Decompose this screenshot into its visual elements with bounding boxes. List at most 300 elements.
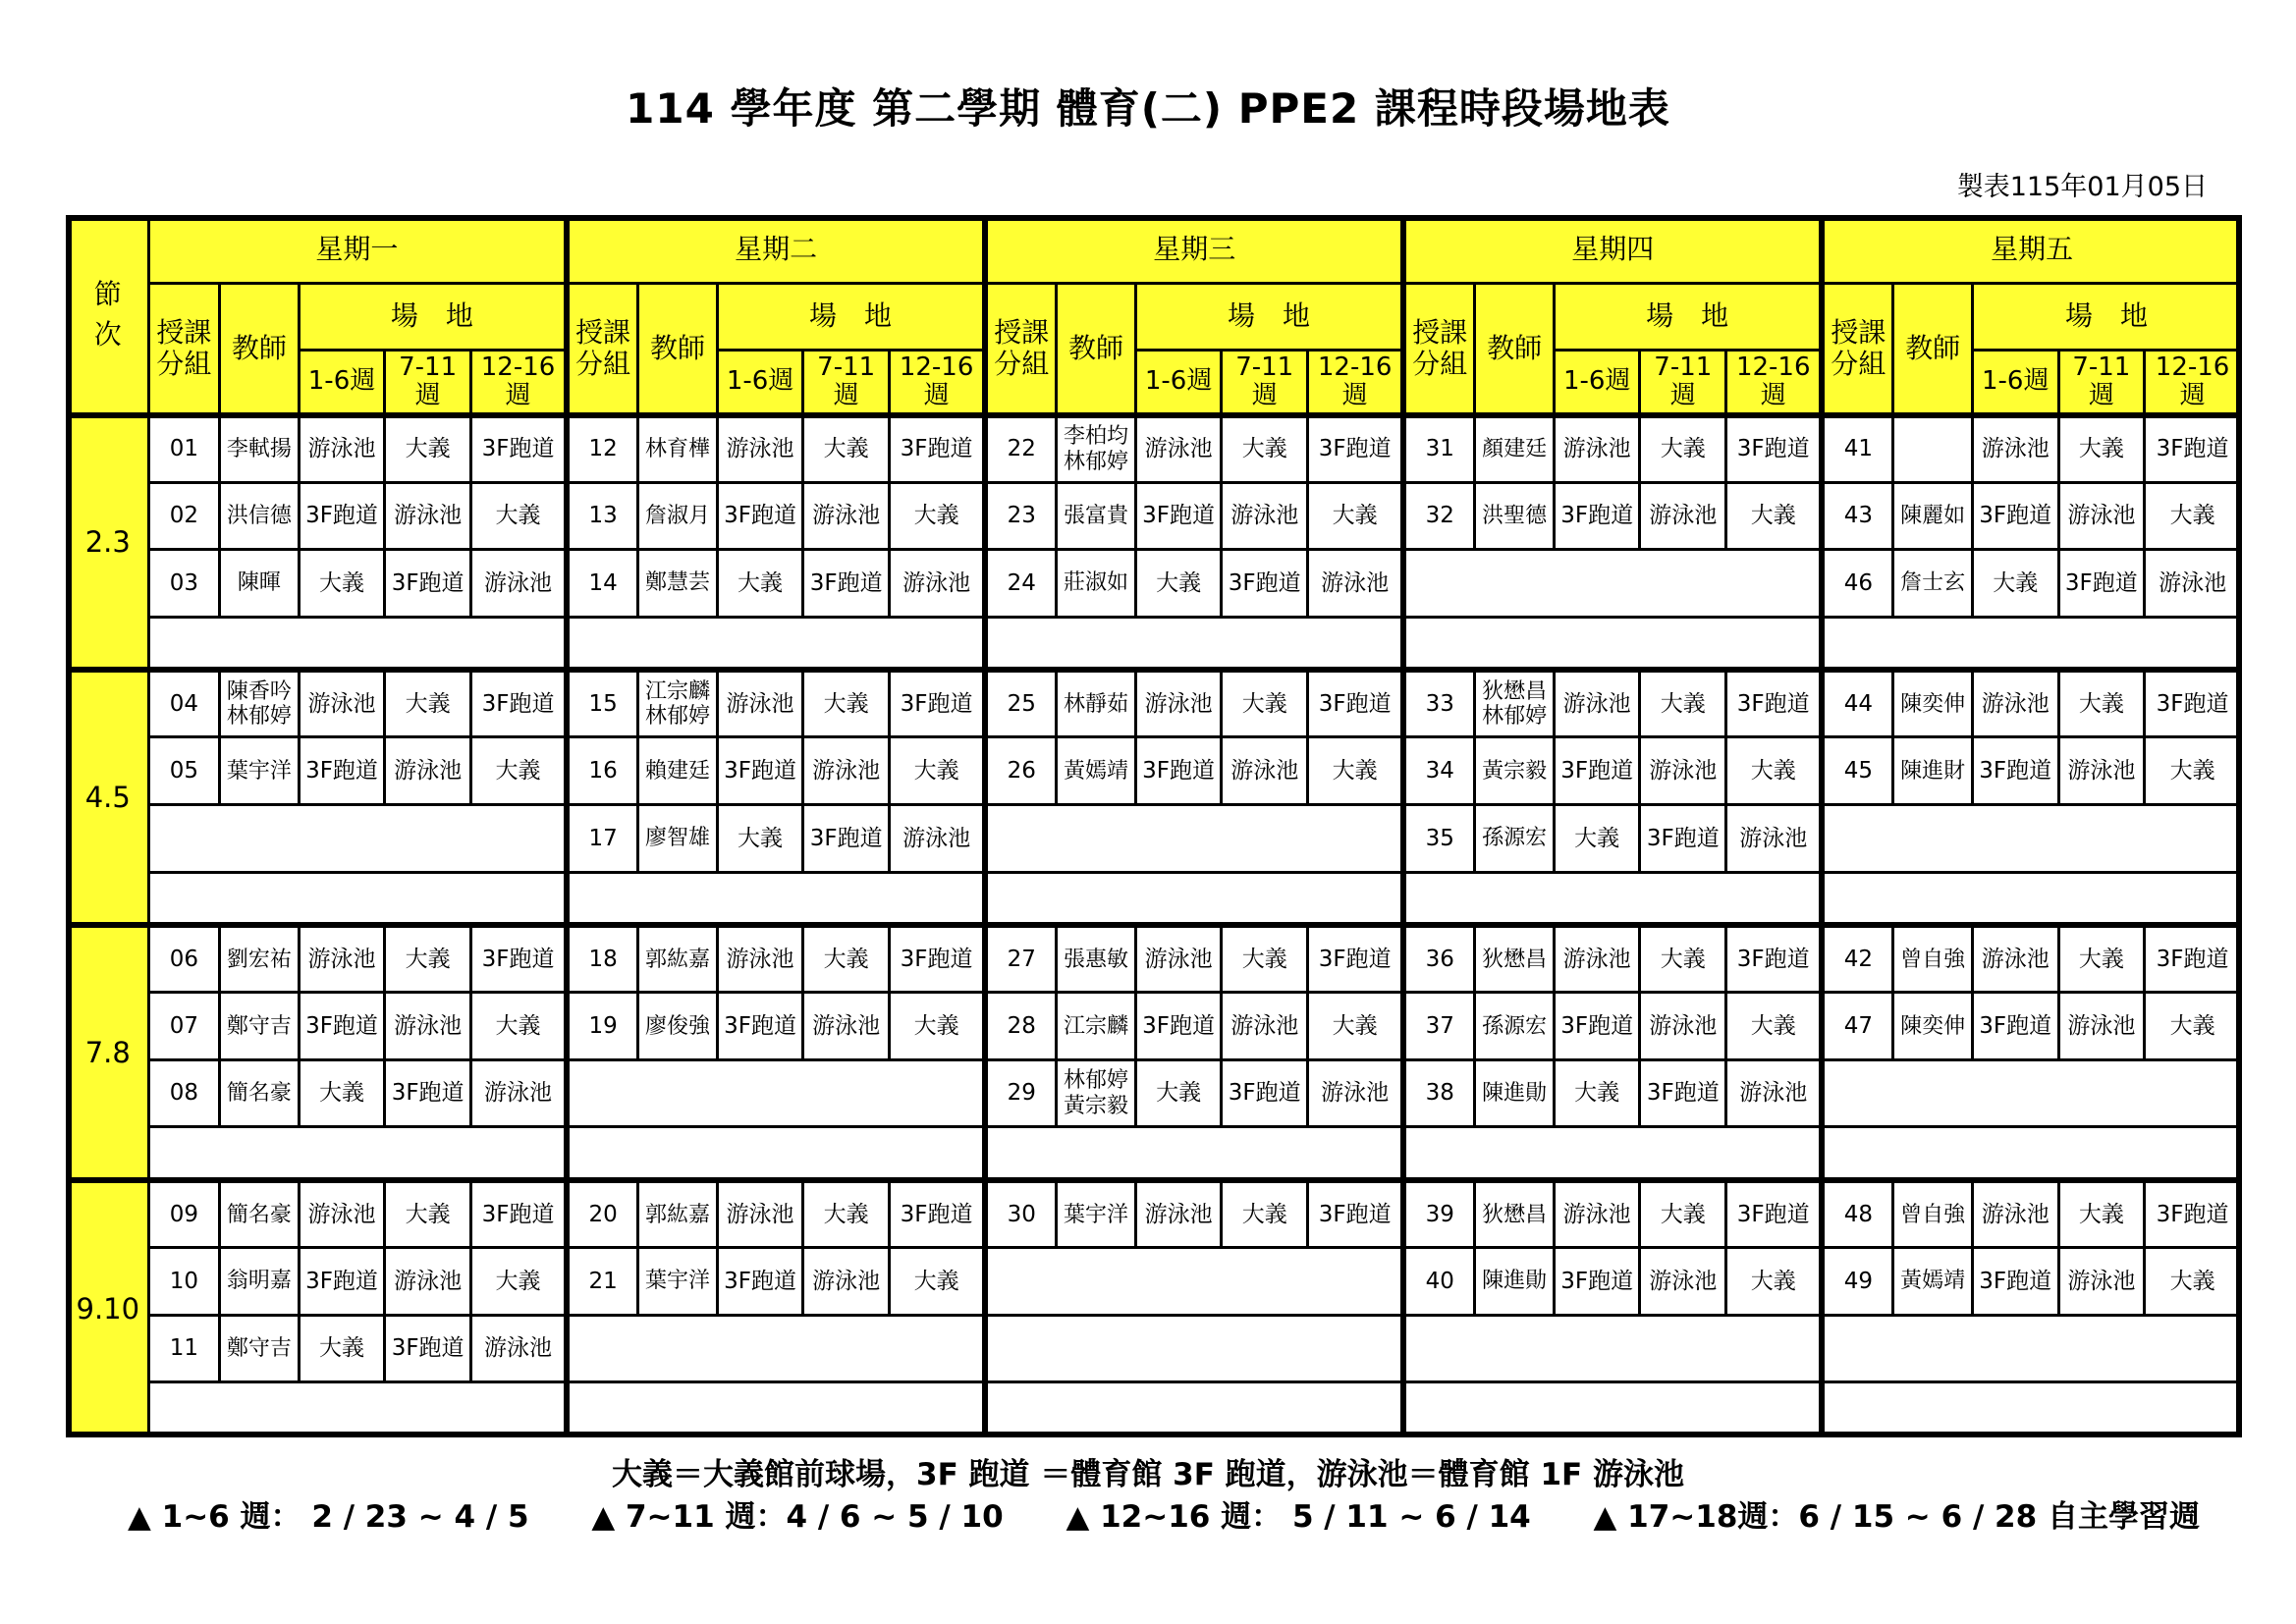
- venue-weeks-1-6: 游泳池: [717, 925, 803, 993]
- venue-weeks-7-11: 大義: [1222, 415, 1308, 483]
- day-header: 星期五: [1822, 217, 2240, 284]
- empty-slot: [985, 872, 1403, 925]
- venue-weeks-7-11: 大義: [2058, 1180, 2145, 1248]
- venue-weeks-1-6: 3F跑道: [1135, 482, 1222, 550]
- venue-weeks-12-16: 大義: [1308, 993, 1404, 1060]
- empty-slot: [1822, 1315, 2240, 1382]
- teacher-name: 張惠敏: [1057, 925, 1136, 993]
- venue-weeks-12-16: 大義: [2145, 482, 2241, 550]
- teacher-name: 林靜茹: [1057, 670, 1136, 737]
- table-row: [68, 1315, 2241, 1382]
- venue-weeks-7-11: 大義: [2058, 415, 2145, 483]
- venue-weeks-7-11: 游泳池: [1640, 1248, 1726, 1316]
- week-header: 7-11 週: [2058, 351, 2145, 415]
- venue-weeks-7-11: 3F跑道: [2058, 550, 2145, 618]
- venue-weeks-7-11: 大義: [1640, 670, 1726, 737]
- empty-slot: [1403, 1127, 1822, 1180]
- venue-weeks-7-11: 大義: [385, 1180, 471, 1248]
- teacher-name: 葉宇洋: [638, 1248, 718, 1316]
- venue-weeks-1-6: 3F跑道: [299, 737, 385, 805]
- empty-slot: [148, 1127, 567, 1180]
- venue-weeks-12-16: 3F跑道: [889, 415, 985, 483]
- group-number: 27: [985, 925, 1057, 993]
- group-number: 02: [148, 482, 220, 550]
- empty-slot: [1403, 550, 1822, 618]
- empty-slot: [1822, 1127, 2240, 1180]
- venue-weeks-1-6: 3F跑道: [1554, 737, 1640, 805]
- teacher-name: 翁明嘉: [220, 1248, 300, 1316]
- venue-weeks-1-6: 3F跑道: [717, 993, 803, 1060]
- venue-weeks-7-11: 游泳池: [2058, 993, 2145, 1060]
- day-header: 星期四: [1403, 217, 1822, 284]
- group-number: 01: [148, 415, 220, 483]
- venue-weeks-7-11: 游泳池: [2058, 1248, 2145, 1316]
- empty-slot: [148, 617, 567, 670]
- teacher-header: 教師: [1475, 284, 1555, 415]
- group-number: 03: [148, 550, 220, 618]
- venue-weeks-7-11: 大義: [385, 670, 471, 737]
- teacher-header: 教師: [1893, 284, 1973, 415]
- table-row: [68, 1382, 2241, 1436]
- venue-weeks-12-16: 大義: [2145, 993, 2241, 1060]
- group-number: 16: [567, 737, 638, 805]
- teacher-name: 林郁婷 黃宗毅: [1057, 1059, 1136, 1127]
- venue-weeks-7-11: 大義: [1222, 670, 1308, 737]
- empty-slot: [1822, 1382, 2240, 1436]
- teacher-name: 林育樺: [638, 415, 718, 483]
- venue-weeks-7-11: 大義: [803, 1180, 890, 1248]
- week-range-2: ▲ 7~11 週：4 / 6 ~ 5 / 10: [591, 1499, 1004, 1535]
- venue-weeks-7-11: 大義: [385, 415, 471, 483]
- week-header: 1-6週: [1554, 351, 1640, 415]
- table-row: [68, 482, 2241, 550]
- venue-weeks-1-6: 3F跑道: [1135, 993, 1222, 1060]
- venue-weeks-7-11: 3F跑道: [1222, 550, 1308, 618]
- venue-weeks-7-11: 3F跑道: [385, 1059, 471, 1127]
- venue-weeks-7-11: 游泳池: [1222, 482, 1308, 550]
- venue-weeks-12-16: 游泳池: [1308, 550, 1404, 618]
- teacher-name: 狄懋昌: [1475, 1180, 1555, 1248]
- teacher-name: 劉宏祐: [220, 925, 300, 993]
- teacher-name: 莊淑如: [1057, 550, 1136, 618]
- group-number: 19: [567, 993, 638, 1060]
- group-number: 22: [985, 415, 1057, 483]
- venue-weeks-12-16: 3F跑道: [1308, 925, 1404, 993]
- group-number: 06: [148, 925, 220, 993]
- venue-weeks-1-6: 3F跑道: [1972, 737, 2058, 805]
- page-title: 114 學年度 第二學期 體育(二) PPE2 課程時段場地表: [626, 84, 1670, 133]
- venue-weeks-12-16: 游泳池: [1726, 804, 1823, 872]
- venue-weeks-12-16: 大義: [2145, 737, 2241, 805]
- venue-weeks-12-16: 3F跑道: [1308, 670, 1404, 737]
- group-number: 08: [148, 1059, 220, 1127]
- venue-weeks-12-16: 大義: [470, 482, 567, 550]
- venue-weeks-7-11: 游泳池: [803, 1248, 890, 1316]
- venue-weeks-12-16: 3F跑道: [889, 925, 985, 993]
- group-number: 25: [985, 670, 1057, 737]
- group-number: 24: [985, 550, 1057, 618]
- made-date: 製表115年01月05日: [1956, 172, 2208, 202]
- table-row: [68, 617, 2241, 670]
- group-number: 48: [1822, 1180, 1893, 1248]
- empty-slot: [567, 1127, 985, 1180]
- venue-legend: 大義＝大義館前球場，3F 跑道 ＝體育館 3F 跑道，游泳池＝體育館 1F 游泳池: [612, 1457, 1684, 1492]
- teacher-name: 孫源宏: [1475, 804, 1555, 872]
- venue-weeks-1-6: 大義: [299, 1059, 385, 1127]
- venue-weeks-12-16: 3F跑道: [2145, 1180, 2241, 1248]
- table-row: [68, 415, 2241, 483]
- group-number: 36: [1403, 925, 1475, 993]
- group-number: 35: [1403, 804, 1475, 872]
- week-header: 1-6週: [1135, 351, 1222, 415]
- venue-weeks-1-6: 大義: [299, 550, 385, 618]
- venue-weeks-12-16: 3F跑道: [470, 670, 567, 737]
- week-legend: [128, 1491, 2200, 1536]
- day-header: 星期二: [567, 217, 985, 284]
- venue-weeks-12-16: 游泳池: [2145, 550, 2241, 618]
- venue-weeks-12-16: 3F跑道: [1308, 415, 1404, 483]
- group-number: 21: [567, 1248, 638, 1316]
- empty-slot: [985, 617, 1403, 670]
- group-number: 39: [1403, 1180, 1475, 1248]
- teacher-name: 陳奕伸: [1893, 993, 1973, 1060]
- venue-weeks-12-16: 游泳池: [889, 804, 985, 872]
- venue-weeks-7-11: 大義: [385, 925, 471, 993]
- venue-weeks-1-6: 大義: [1554, 804, 1640, 872]
- teacher-name: 郭紘嘉: [638, 1180, 718, 1248]
- teacher-name: 陳奕伸: [1893, 670, 1973, 737]
- venue-weeks-12-16: 3F跑道: [470, 415, 567, 483]
- venue-weeks-12-16: 3F跑道: [889, 670, 985, 737]
- empty-slot: [1822, 1059, 2240, 1127]
- empty-slot: [1403, 617, 1822, 670]
- week-range-4: ▲ 17~18週：6 / 15 ~ 6 / 28 自主學習週: [1593, 1499, 2200, 1535]
- empty-slot: [985, 1315, 1403, 1382]
- venue-weeks-1-6: 游泳池: [1135, 1180, 1222, 1248]
- venue-weeks-1-6: 3F跑道: [1135, 737, 1222, 805]
- empty-slot: [148, 1382, 567, 1436]
- group-number: 04: [148, 670, 220, 737]
- empty-slot: [148, 804, 567, 872]
- table-row: [68, 670, 2241, 737]
- venue-weeks-7-11: 游泳池: [1640, 737, 1726, 805]
- venue-weeks-1-6: 游泳池: [1554, 670, 1640, 737]
- venue-weeks-12-16: 大義: [889, 482, 985, 550]
- venue-weeks-7-11: 游泳池: [385, 993, 471, 1060]
- venue-weeks-7-11: 大義: [1640, 925, 1726, 993]
- teacher-name: 陳麗如: [1893, 482, 1973, 550]
- group-number: 49: [1822, 1248, 1893, 1316]
- teacher-header: 教師: [220, 284, 300, 415]
- period-label: 9.10: [68, 1180, 149, 1435]
- teacher-name: 葉宇洋: [1057, 1180, 1136, 1248]
- group-number: 05: [148, 737, 220, 805]
- venue-weeks-12-16: 3F跑道: [1726, 1180, 1823, 1248]
- week-header: 7-11 週: [1640, 351, 1726, 415]
- venue-weeks-1-6: 大義: [299, 1315, 385, 1382]
- group-number: 40: [1403, 1248, 1475, 1316]
- venue-weeks-12-16: 3F跑道: [470, 1180, 567, 1248]
- venue-weeks-7-11: 大義: [1640, 415, 1726, 483]
- group-number: 30: [985, 1180, 1057, 1248]
- venue-weeks-7-11: 游泳池: [385, 737, 471, 805]
- group-number: 26: [985, 737, 1057, 805]
- group-number: 32: [1403, 482, 1475, 550]
- group-number: 12: [567, 415, 638, 483]
- venue-header: 場 地: [1554, 284, 1822, 351]
- empty-slot: [985, 1382, 1403, 1436]
- table-row: [68, 1180, 2241, 1248]
- venue-weeks-12-16: 3F跑道: [470, 925, 567, 993]
- teacher-name: 鄭守吉: [220, 1315, 300, 1382]
- teacher-name: 葉宇洋: [220, 737, 300, 805]
- venue-weeks-12-16: 大義: [1726, 993, 1823, 1060]
- teacher-name: 洪聖德: [1475, 482, 1555, 550]
- empty-slot: [1822, 804, 2240, 872]
- venue-weeks-1-6: 游泳池: [1972, 1180, 2058, 1248]
- venue-weeks-7-11: 大義: [1640, 1180, 1726, 1248]
- venue-weeks-7-11: 大義: [2058, 925, 2145, 993]
- teacher-name: 孫源宏: [1475, 993, 1555, 1060]
- group-number: 13: [567, 482, 638, 550]
- week-header: 7-11 週: [803, 351, 890, 415]
- venue-weeks-1-6: 3F跑道: [1972, 1248, 2058, 1316]
- venue-weeks-12-16: 大義: [470, 993, 567, 1060]
- teacher-name: 陳暉: [220, 550, 300, 618]
- venue-weeks-12-16: 大義: [889, 993, 985, 1060]
- venue-weeks-7-11: 大義: [803, 415, 890, 483]
- teacher-name: [1893, 415, 1973, 483]
- teacher-name: 狄懋昌 林郁婷: [1475, 670, 1555, 737]
- venue-weeks-1-6: 游泳池: [299, 670, 385, 737]
- venue-weeks-7-11: 3F跑道: [1640, 804, 1726, 872]
- group-number: 14: [567, 550, 638, 618]
- venue-weeks-1-6: 大義: [1554, 1059, 1640, 1127]
- venue-weeks-1-6: 3F跑道: [1554, 1248, 1640, 1316]
- table-row: [68, 1248, 2241, 1316]
- venue-weeks-1-6: 游泳池: [1135, 925, 1222, 993]
- week-header: 12-16 週: [1308, 351, 1404, 415]
- venue-weeks-7-11: 游泳池: [803, 482, 890, 550]
- teacher-name: 黃宗毅: [1475, 737, 1555, 805]
- teacher-name: 曾自強: [1893, 1180, 1973, 1248]
- venue-weeks-7-11: 大義: [803, 670, 890, 737]
- venue-weeks-12-16: 3F跑道: [2145, 415, 2241, 483]
- venue-weeks-7-11: 大義: [803, 925, 890, 993]
- venue-weeks-1-6: 大義: [717, 550, 803, 618]
- venue-header: 場 地: [299, 284, 567, 351]
- venue-weeks-7-11: 大義: [1222, 925, 1308, 993]
- venue-weeks-1-6: 3F跑道: [1554, 993, 1640, 1060]
- teacher-name: 詹淑月: [638, 482, 718, 550]
- teacher-name: 江宗麟: [1057, 993, 1136, 1060]
- group-number: 47: [1822, 993, 1893, 1060]
- venue-weeks-12-16: 游泳池: [470, 1059, 567, 1127]
- venue-weeks-1-6: 游泳池: [1554, 1180, 1640, 1248]
- venue-weeks-12-16: 3F跑道: [1308, 1180, 1404, 1248]
- week-header: 1-6週: [299, 351, 385, 415]
- empty-slot: [148, 872, 567, 925]
- venue-weeks-1-6: 3F跑道: [717, 1248, 803, 1316]
- empty-slot: [985, 1248, 1403, 1316]
- venue-weeks-1-6: 大義: [1135, 550, 1222, 618]
- venue-weeks-7-11: 游泳池: [1222, 737, 1308, 805]
- venue-weeks-1-6: 游泳池: [717, 670, 803, 737]
- group-header: 授課 分組: [1822, 284, 1893, 415]
- teacher-name: 詹士玄: [1893, 550, 1973, 618]
- week-header: 1-6週: [1972, 351, 2058, 415]
- teacher-name: 廖智雄: [638, 804, 718, 872]
- group-number: 43: [1822, 482, 1893, 550]
- week-header: 1-6週: [717, 351, 803, 415]
- venue-weeks-1-6: 游泳池: [1135, 670, 1222, 737]
- period-label: 2.3: [68, 415, 149, 671]
- venue-weeks-12-16: 大義: [1726, 482, 1823, 550]
- venue-weeks-12-16: 游泳池: [1726, 1059, 1823, 1127]
- venue-weeks-1-6: 3F跑道: [717, 737, 803, 805]
- week-header: 12-16 週: [889, 351, 985, 415]
- venue-weeks-1-6: 3F跑道: [717, 482, 803, 550]
- venue-weeks-12-16: 3F跑道: [1726, 670, 1823, 737]
- teacher-name: 顏建廷: [1475, 415, 1555, 483]
- group-number: 46: [1822, 550, 1893, 618]
- group-number: 15: [567, 670, 638, 737]
- group-number: 17: [567, 804, 638, 872]
- empty-slot: [567, 1382, 985, 1436]
- venue-header: 場 地: [1972, 284, 2240, 351]
- venue-weeks-1-6: 游泳池: [1972, 670, 2058, 737]
- venue-header: 場 地: [1135, 284, 1403, 351]
- venue-weeks-1-6: 大義: [717, 804, 803, 872]
- empty-slot: [1822, 617, 2240, 670]
- teacher-name: 簡名豪: [220, 1180, 300, 1248]
- group-number: 09: [148, 1180, 220, 1248]
- group-number: 33: [1403, 670, 1475, 737]
- week-header: 12-16 週: [1726, 351, 1823, 415]
- empty-slot: [1403, 1315, 1822, 1382]
- venue-weeks-1-6: 大義: [1135, 1059, 1222, 1127]
- day-header: 星期三: [985, 217, 1403, 284]
- teacher-header: 教師: [1057, 284, 1136, 415]
- empty-slot: [567, 1059, 985, 1127]
- group-number: 10: [148, 1248, 220, 1316]
- venue-weeks-12-16: 游泳池: [889, 550, 985, 618]
- venue-weeks-7-11: 大義: [1222, 1180, 1308, 1248]
- venue-weeks-1-6: 游泳池: [299, 925, 385, 993]
- venue-weeks-7-11: 游泳池: [2058, 737, 2145, 805]
- group-number: 44: [1822, 670, 1893, 737]
- venue-weeks-7-11: 3F跑道: [803, 550, 890, 618]
- venue-weeks-7-11: 3F跑道: [1222, 1059, 1308, 1127]
- teacher-name: 張富貴: [1057, 482, 1136, 550]
- venue-weeks-1-6: 游泳池: [717, 1180, 803, 1248]
- venue-weeks-7-11: 游泳池: [385, 482, 471, 550]
- venue-weeks-7-11: 游泳池: [803, 993, 890, 1060]
- teacher-name: 曾自強: [1893, 925, 1973, 993]
- group-header: 授課 分組: [985, 284, 1057, 415]
- table-row: [68, 550, 2241, 618]
- group-header: 授課 分組: [148, 284, 220, 415]
- venue-weeks-12-16: 大義: [889, 1248, 985, 1316]
- venue-weeks-1-6: 游泳池: [1972, 415, 2058, 483]
- group-number: 41: [1822, 415, 1893, 483]
- table-row: [68, 872, 2241, 925]
- period-label: 4.5: [68, 670, 149, 925]
- venue-weeks-12-16: 3F跑道: [1726, 925, 1823, 993]
- teacher-name: 洪信德: [220, 482, 300, 550]
- empty-slot: [985, 804, 1403, 872]
- group-number: 11: [148, 1315, 220, 1382]
- week-header: 12-16 週: [470, 351, 567, 415]
- group-number: 23: [985, 482, 1057, 550]
- venue-weeks-1-6: 游泳池: [299, 1180, 385, 1248]
- venue-weeks-12-16: 游泳池: [470, 1315, 567, 1382]
- group-header: 授課 分組: [567, 284, 638, 415]
- venue-weeks-12-16: 3F跑道: [2145, 925, 2241, 993]
- group-number: 31: [1403, 415, 1475, 483]
- group-header: 授課 分組: [1403, 284, 1475, 415]
- venue-weeks-12-16: 游泳池: [470, 550, 567, 618]
- empty-slot: [985, 1127, 1403, 1180]
- group-number: 29: [985, 1059, 1057, 1127]
- teacher-name: 鄭慧芸: [638, 550, 718, 618]
- venue-weeks-12-16: 3F跑道: [889, 1180, 985, 1248]
- teacher-header: 教師: [638, 284, 718, 415]
- table-row: [68, 804, 2241, 872]
- group-number: 28: [985, 993, 1057, 1060]
- venue-weeks-12-16: 大義: [2145, 1248, 2241, 1316]
- empty-slot: [1822, 872, 2240, 925]
- empty-slot: [567, 872, 985, 925]
- venue-weeks-1-6: 3F跑道: [299, 1248, 385, 1316]
- venue-weeks-12-16: 大義: [1308, 737, 1404, 805]
- week-header: 12-16 週: [2145, 351, 2241, 415]
- venue-weeks-1-6: 3F跑道: [299, 482, 385, 550]
- venue-weeks-1-6: 游泳池: [299, 415, 385, 483]
- venue-weeks-7-11: 3F跑道: [1640, 1059, 1726, 1127]
- teacher-name: 陳進勛: [1475, 1059, 1555, 1127]
- venue-weeks-1-6: 3F跑道: [1972, 993, 2058, 1060]
- table-row: [68, 737, 2241, 805]
- week-header: 7-11 週: [1222, 351, 1308, 415]
- group-number: 42: [1822, 925, 1893, 993]
- empty-slot: [567, 1315, 985, 1382]
- venue-weeks-12-16: 大義: [470, 737, 567, 805]
- venue-weeks-12-16: 大義: [889, 737, 985, 805]
- venue-weeks-1-6: 游泳池: [1972, 925, 2058, 993]
- venue-weeks-7-11: 大義: [2058, 670, 2145, 737]
- venue-weeks-12-16: 3F跑道: [1726, 415, 1823, 483]
- day-header: 星期一: [148, 217, 567, 284]
- venue-weeks-12-16: 3F跑道: [2145, 670, 2241, 737]
- venue-weeks-1-6: 3F跑道: [1554, 482, 1640, 550]
- group-number: 37: [1403, 993, 1475, 1060]
- venue-weeks-7-11: 游泳池: [1640, 993, 1726, 1060]
- venue-weeks-1-6: 游泳池: [1554, 415, 1640, 483]
- teacher-name: 賴建廷: [638, 737, 718, 805]
- venue-weeks-1-6: 大義: [1972, 550, 2058, 618]
- teacher-name: 狄懋昌: [1475, 925, 1555, 993]
- venue-weeks-7-11: 3F跑道: [385, 550, 471, 618]
- table-row: [68, 993, 2241, 1060]
- teacher-name: 李柏均 林郁婷: [1057, 415, 1136, 483]
- empty-slot: [1403, 1382, 1822, 1436]
- venue-weeks-7-11: 游泳池: [803, 737, 890, 805]
- teacher-name: 李軾揚: [220, 415, 300, 483]
- table-row: [68, 1127, 2241, 1180]
- group-number: 45: [1822, 737, 1893, 805]
- period-header: 節 次: [68, 217, 149, 415]
